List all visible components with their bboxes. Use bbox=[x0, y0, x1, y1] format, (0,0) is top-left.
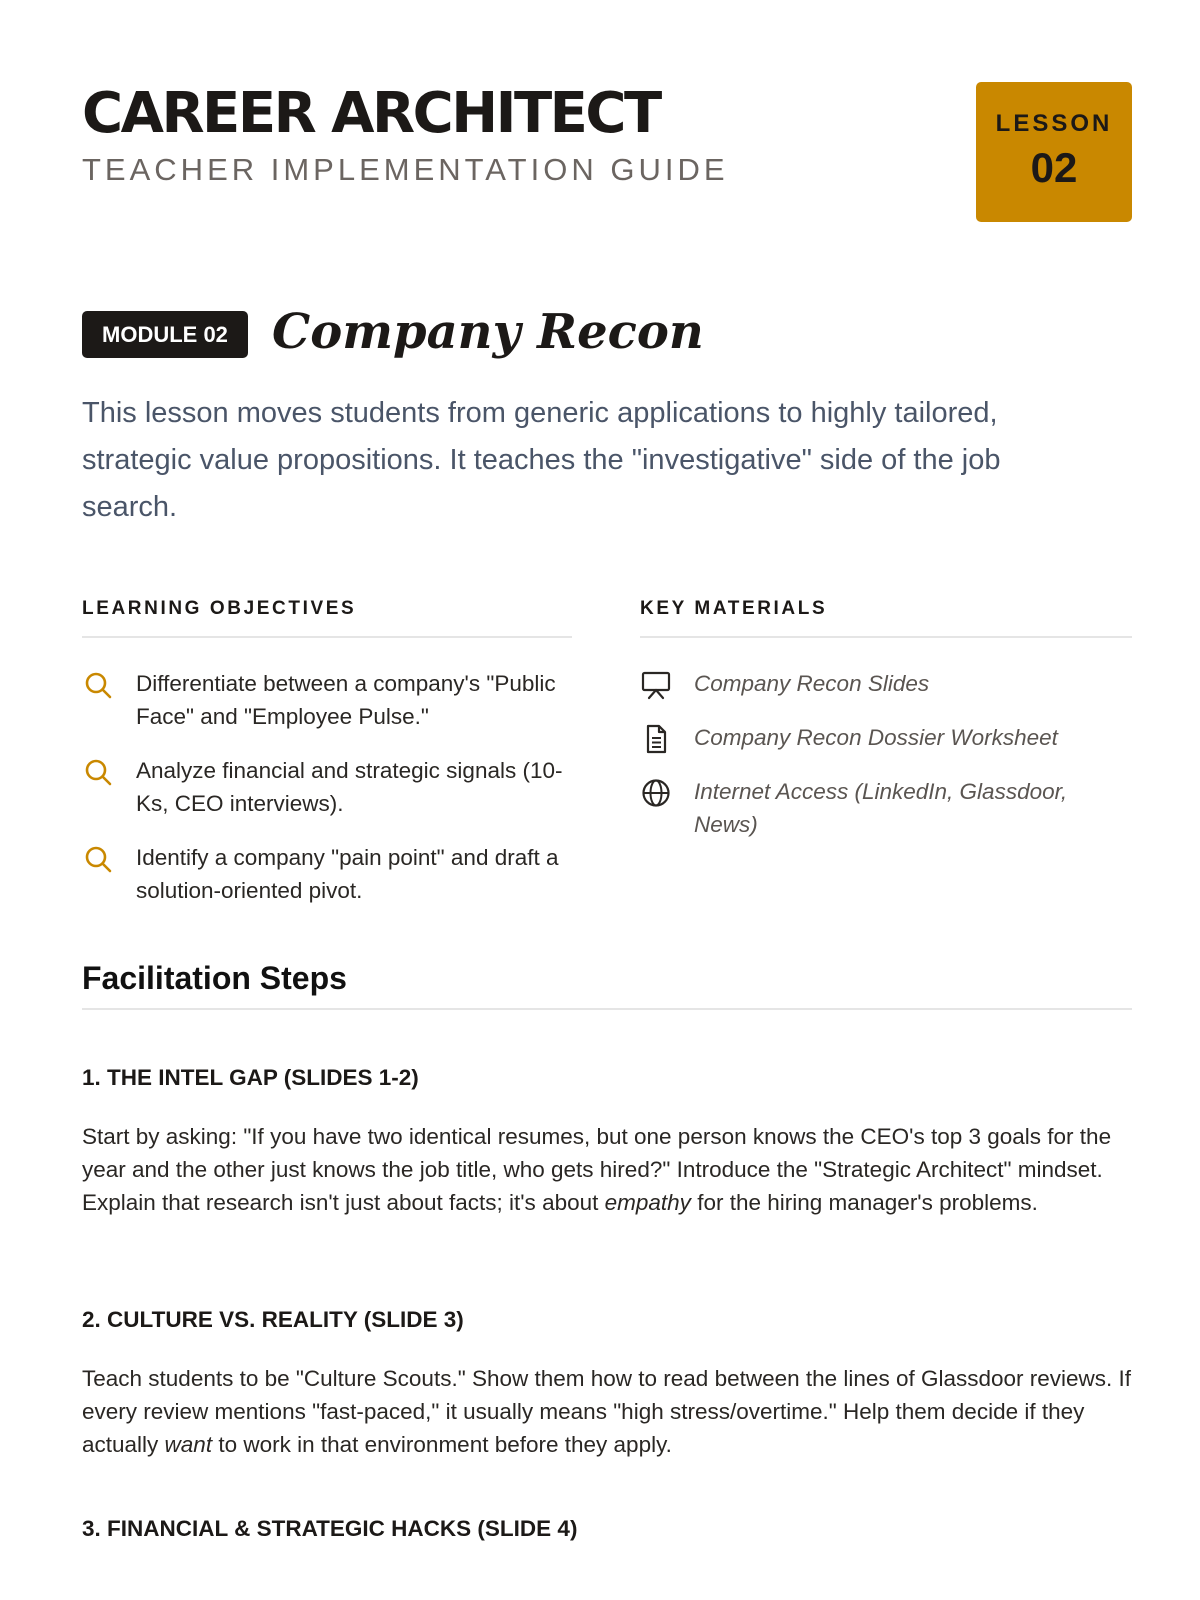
facilitation-step bbox=[82, 1514, 1132, 1544]
material-item bbox=[640, 775, 1132, 841]
globe-icon bbox=[640, 777, 672, 809]
material-item bbox=[640, 721, 1132, 754]
module-badge: MODULE 02 bbox=[82, 311, 248, 358]
lesson-badge bbox=[976, 82, 1132, 222]
brand-subtitle: TEACHER IMPLEMENTATION GUIDE bbox=[82, 152, 729, 187]
materials-heading: KEY MATERIALS bbox=[640, 598, 1132, 638]
objective-text: Identify a company "pain point" and draft a solution-oriented pivot. bbox=[136, 845, 559, 903]
brand-title: CAREER ARCHITECT bbox=[82, 81, 660, 146]
facilitation-step bbox=[82, 1063, 1132, 1219]
objective-text: Analyze financial and strategic signals (10-Ks, CEO interviews). bbox=[136, 758, 563, 816]
emphasis-text: empathy bbox=[604, 1190, 691, 1215]
emphasis-text: want bbox=[164, 1432, 213, 1457]
presentation-icon bbox=[640, 669, 672, 701]
module-heading bbox=[82, 305, 1132, 365]
objective-item bbox=[82, 667, 572, 733]
module-title: Company Recon bbox=[272, 304, 704, 360]
materials-list bbox=[640, 667, 1132, 841]
step-title: 3. FINANCIAL & STRATEGIC HACKS (SLIDE 4) bbox=[82, 1516, 578, 1541]
step-title: 1. THE INTEL GAP (SLIDES 1-2) bbox=[82, 1065, 419, 1090]
objective-item bbox=[82, 754, 572, 820]
page-header bbox=[82, 82, 1132, 222]
search-icon bbox=[82, 756, 114, 788]
module-intro: This lesson moves students from generic applications to highly tailored, strategic value propositions. It teaches the "investigative" side of the job search. bbox=[82, 397, 1001, 523]
objective-item bbox=[82, 841, 572, 907]
objectives-list bbox=[82, 667, 572, 907]
learning-objectives bbox=[82, 598, 572, 928]
objectives-heading: LEARNING OBJECTIVES bbox=[82, 598, 572, 638]
facilitation-heading: Facilitation Steps bbox=[82, 958, 1132, 1010]
lesson-label: LESSON bbox=[995, 110, 1113, 137]
step-title: 2. CULTURE VS. REALITY (SLIDE 3) bbox=[82, 1307, 464, 1332]
key-materials bbox=[640, 598, 1132, 862]
step-body: Teach students to be "Culture Scouts." Show them how to read between the lines of Glassdoor reviews. If every review mentions "fast-paced," it usually means "high stress/overtime." Help them decide if they actually want to work in that environment before they apply. bbox=[82, 1366, 1132, 1457]
material-label: Company Recon Slides bbox=[694, 671, 930, 696]
search-icon bbox=[82, 843, 114, 875]
document-icon bbox=[640, 723, 672, 755]
material-item bbox=[640, 667, 1132, 700]
lesson-number: 02 bbox=[1030, 144, 1078, 191]
material-label: Internet Access (LinkedIn, Glassdoor, News) bbox=[694, 779, 1068, 837]
material-label: Company Recon Dossier Worksheet bbox=[694, 725, 1058, 750]
facilitation-step bbox=[82, 1305, 1132, 1461]
objective-text: Differentiate between a company's "Public Face" and "Employee Pulse." bbox=[136, 671, 556, 729]
step-body: Start by asking: "If you have two identical resumes, but one person knows the CEO's top 3 goals for the year and the other just knows the job title, who gets hired?" Introduce the "Strategic Architect" mindset. Explain that research isn't just about facts; it's about empathy for the hiring manager's problems. bbox=[82, 1124, 1112, 1215]
search-icon bbox=[82, 669, 114, 701]
